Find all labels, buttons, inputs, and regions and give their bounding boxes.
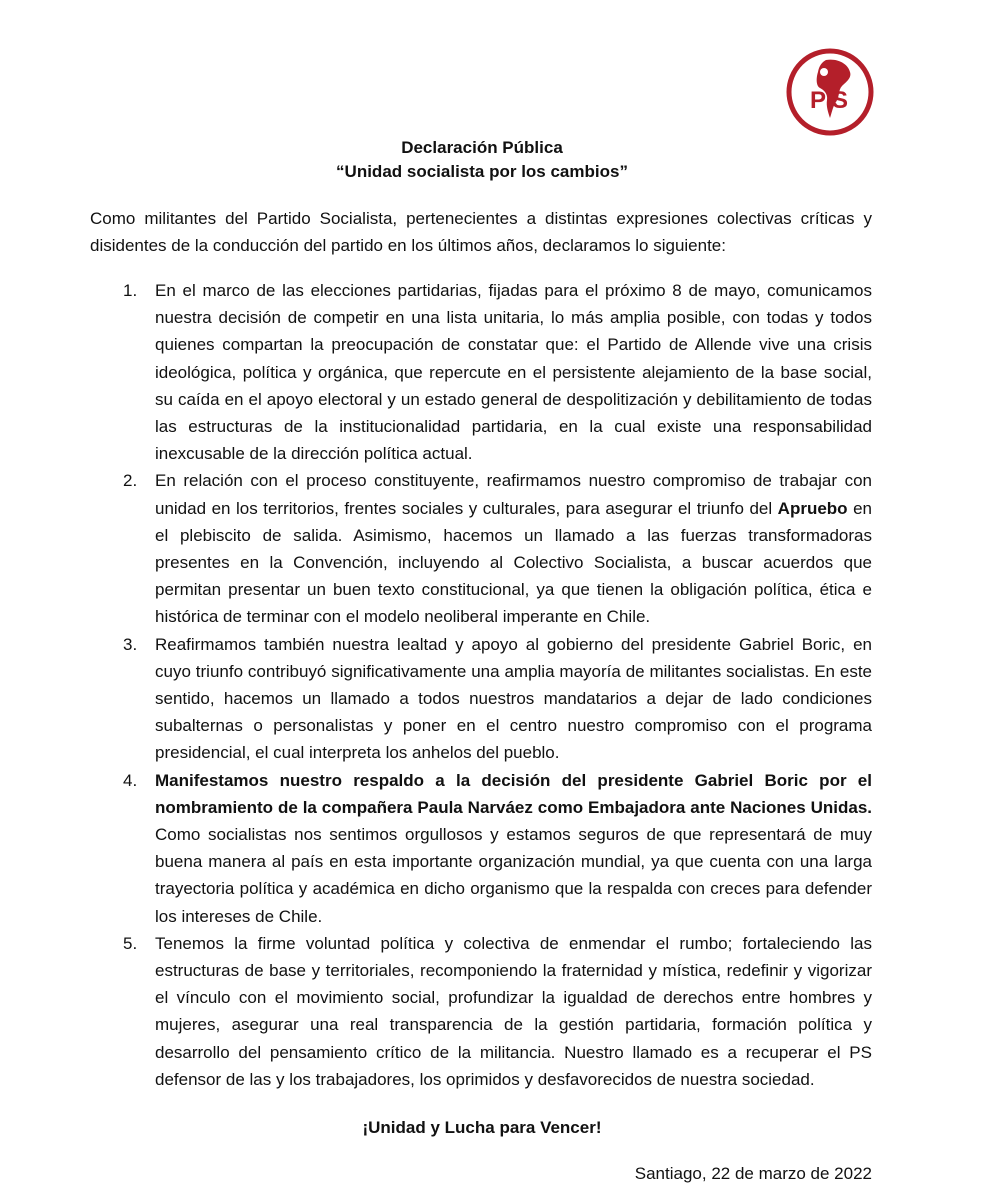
point-text: En el marco de las elecciones partidarias, fijadas para el próximo 8 de mayo, comunicamos nuestra decisión de competir en una lista unitaria, lo más amplia posible, con todas y todos quienes compartan la preocupación de constatar que: el Partido de Allende vive una crisis ideológica, política y orgánica, que repercute en el persistente alejamiento de la base social, su caída en el apoyo electoral y un estado general de despolitización y debilitamiento de todas las estructuras de la institucionalidad partidaria, en la cual existe una responsabilidad inexcusable de la dirección política actual. [155,281,872,464]
point-number: 3. [123,634,138,654]
point-3 [90,631,872,767]
point-number: 5. [123,933,138,953]
place-date: Santiago, 22 de marzo de 2022 [634,1164,872,1183]
point-text: Tenemos la firme voluntad política y colectiva de enmendar el rumbo; fortaleciendo las estructuras de base y territoriales, recomponiendo la fraternidad y mística, redefinir y vigorizar el vínculo con el movimiento social, profundizar la igualdad de derechos entre hombres y mujeres, asegurar una real transparencia de la gestión partidaria, formación política y desarrollo del pensamiento crítico de la militancia. Nuestro llamado es a recuperar el PS defensor de las y los trabajadores, los oprimidos y desfavorecidos de nuestra sociedad. [155,933,872,1089]
point-1 [90,277,872,467]
point-text: en el plebiscito de salida. Asimismo, hacemos un llamado a las fuerzas transformadoras presentes en la Convención, incluyendo al Colectivo Socialista, a buscar acuerdos que permitan presentar un buen texto constitucional, ya que tienen la obligación política, ética e histórica de terminar con el modelo neoliberal imperante en Chile. [155,498,872,627]
point-2 [90,467,872,630]
point-text: Como socialistas nos sentimos orgullosos y estamos seguros de que representará de muy buena manera al país en esta importante organización mundial, ya que cuenta con una larga trayectoria política y académica en dicho organismo que la respalda con creces para defender los intereses de Chile. [155,825,872,926]
point-4 [90,767,872,930]
point-emphasis: Apruebo [777,498,848,518]
point-text: Reafirmamos también nuestra lealtad y apoyo al gobierno del presidente Gabriel Boric, en cuyo triunfo contribuyó significativamente una amplia mayoría de militantes socialistas. En este sentido, hacemos un llamado a todos nuestros mandatarios a dejar de lado condiciones subalternas o personalistas y poner en el centro nuestro compromiso con el programa presidencial, el cual interpreta los anhelos del pueblo. [155,634,872,763]
point-text: En relación con el proceso constituyente, reafirmamos nuestro compromiso de trabajar con unidad en los territorios, frentes sociales y culturales, para asegurar el triunfo del [155,471,872,518]
party-logo [786,48,874,136]
document-subtitle: “Unidad socialista por los cambios” [336,162,628,181]
point-5 [90,930,872,1093]
intro-paragraph: Como militantes del Partido Socialista, pertenecientes a distintas expresiones colectivas críticas y disidentes de la conducción del partido en los últimos años, declaramos lo siguiente: [90,209,872,255]
point-number: 1. [123,281,138,300]
declaration-points [90,277,872,1093]
logo-letter-p: P [810,87,827,114]
point-number: 2. [123,471,138,491]
closing-slogan: ¡Unidad y Lucha para Vencer! [362,1118,602,1137]
point-number: 4. [123,770,138,790]
document-title: Declaración Pública [401,138,563,157]
point-emphasis: Manifestamos nuestro respaldo a la decisión del presidente Gabriel Boric por el nombramiento de la compañera Paula Narváez como Embajadora ante Naciones Unidas. [155,770,872,817]
logo-letter-s: S [832,87,849,114]
